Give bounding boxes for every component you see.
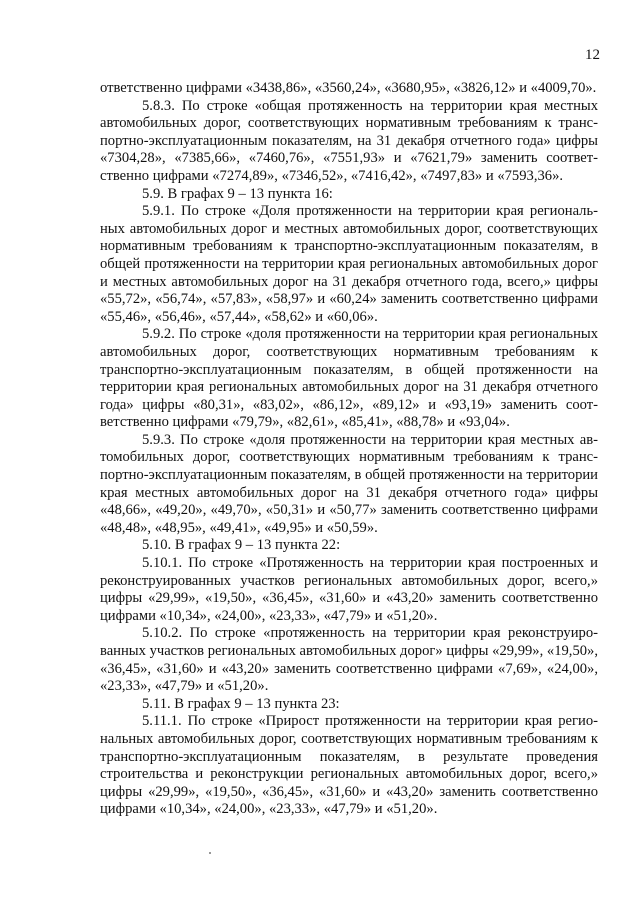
paragraph-5-9-1: 5.9.1. По строке «Доля протяженности на территории края региональных автомобильных дорог и местных автомобильных дорог, соответствующих нормативным требованиям к транспортно-эксплуатационным показателям, в общей протяженности на территории края региональных автомобильных дорог и местных автомобильных дорог на 31 декабря отчетного года, всего,» цифры «55,72», «56,74», «57,83», «58,97» и «60,24» заменить соответственно цифрами «55,46», «56,46», «57,44», «58,62» и «60,06». — [100, 203, 598, 325]
paragraph-5-10-1: 5.10.1. По строке «Протяженность на территории края построенных и реконструированных участков региональных автомобильных дорог, всего,» цифры «29,99», «19,50», «36,45», «31,60» и «43,20» заменить соответственно цифрами «10,34», «24,00», «23,33», «47,79» и «51,20». — [100, 555, 598, 624]
paragraph-5-10: 5.10. В графах 9 – 13 пункта 22: — [142, 537, 341, 554]
scan-speck — [209, 852, 211, 854]
paragraph-continuation: ответственно цифрами «3438,86», «3560,24», «3680,95», «3826,12» и «4009,70». — [100, 80, 597, 96]
paragraph-5-8-3: 5.8.3. По строке «общая протяженность на территории края местных автомобильных дорог, соответствующих нормативным требованиям к транспортно-эксплуатационным показателям, на 31 декабря отчетного года» цифры «7304,28», «7385,66», «7460,76», «7551,93» и «7621,79» заменить соответственно цифрами «7274,89», «7346,52», «7416,42», «7497,83» и «7593,36». — [100, 97, 598, 184]
page-number: 12 — [585, 47, 600, 63]
paragraph-5-9: 5.9. В графах 9 – 13 пункта 16: — [142, 185, 333, 202]
paragraph-5-9-3: 5.9.3. По строке «доля протяженности на территории края местных автомобильных дорог, соответствующих нормативным требованиям к транспортно-эксплуатационным показателям, в общей протяженности на территории края местных автомобильных дорог на 31 декабря отчетного года» цифры «48,66», «49,20», «49,70», «50,31» и «50,77» заменить соответственно цифрами «48,48», «48,95», «49,41», «49,95» и «50,59». — [100, 431, 598, 536]
paragraph-5-11: 5.11. В графах 9 – 13 пункта 23: — [142, 695, 340, 712]
paragraph-5-9-2: 5.9.2. По строке «доля протяженности на территории края региональных автомобильных дорог, соответствующих нормативным требованиям к транспортно-эксплуатационным показателям, в общей протяженности на территории края региональных автомобильных дорог на 31 декабря отчетного года» цифры «80,31», «83,02», «86,12», «89,12» и «93,19» заменить соответственно цифрами «79,79», «82,61», «85,41», «88,78» и «93,04». — [100, 326, 598, 431]
document-body — [100, 80, 598, 819]
paragraph-5-11-1: 5.11.1. По строке «Прирост протяженности на территории края региональных автомобильных дорог, соответствующих нормативным требованиям к транспортно-эксплуатационным показателям, в результате проведения строительства и реконструкции региональных автомобильных дорог, всего,» цифры «29,99», «19,50», «36,45», «31,60» и «43,20» заменить соответственно цифрами «10,34», «24,00», «23,33», «47,79» и «51,20». — [100, 713, 598, 818]
paragraph-5-10-2: 5.10.2. По строке «протяженность на территории края реконструированных участков региональных автомобильных дорог» цифры «29,99», «19,50», «36,45», «31,60» и «43,20» заменить соответственно цифрами «7,69», «24,00», «23,33», «47,79» и «51,20». — [100, 625, 598, 695]
